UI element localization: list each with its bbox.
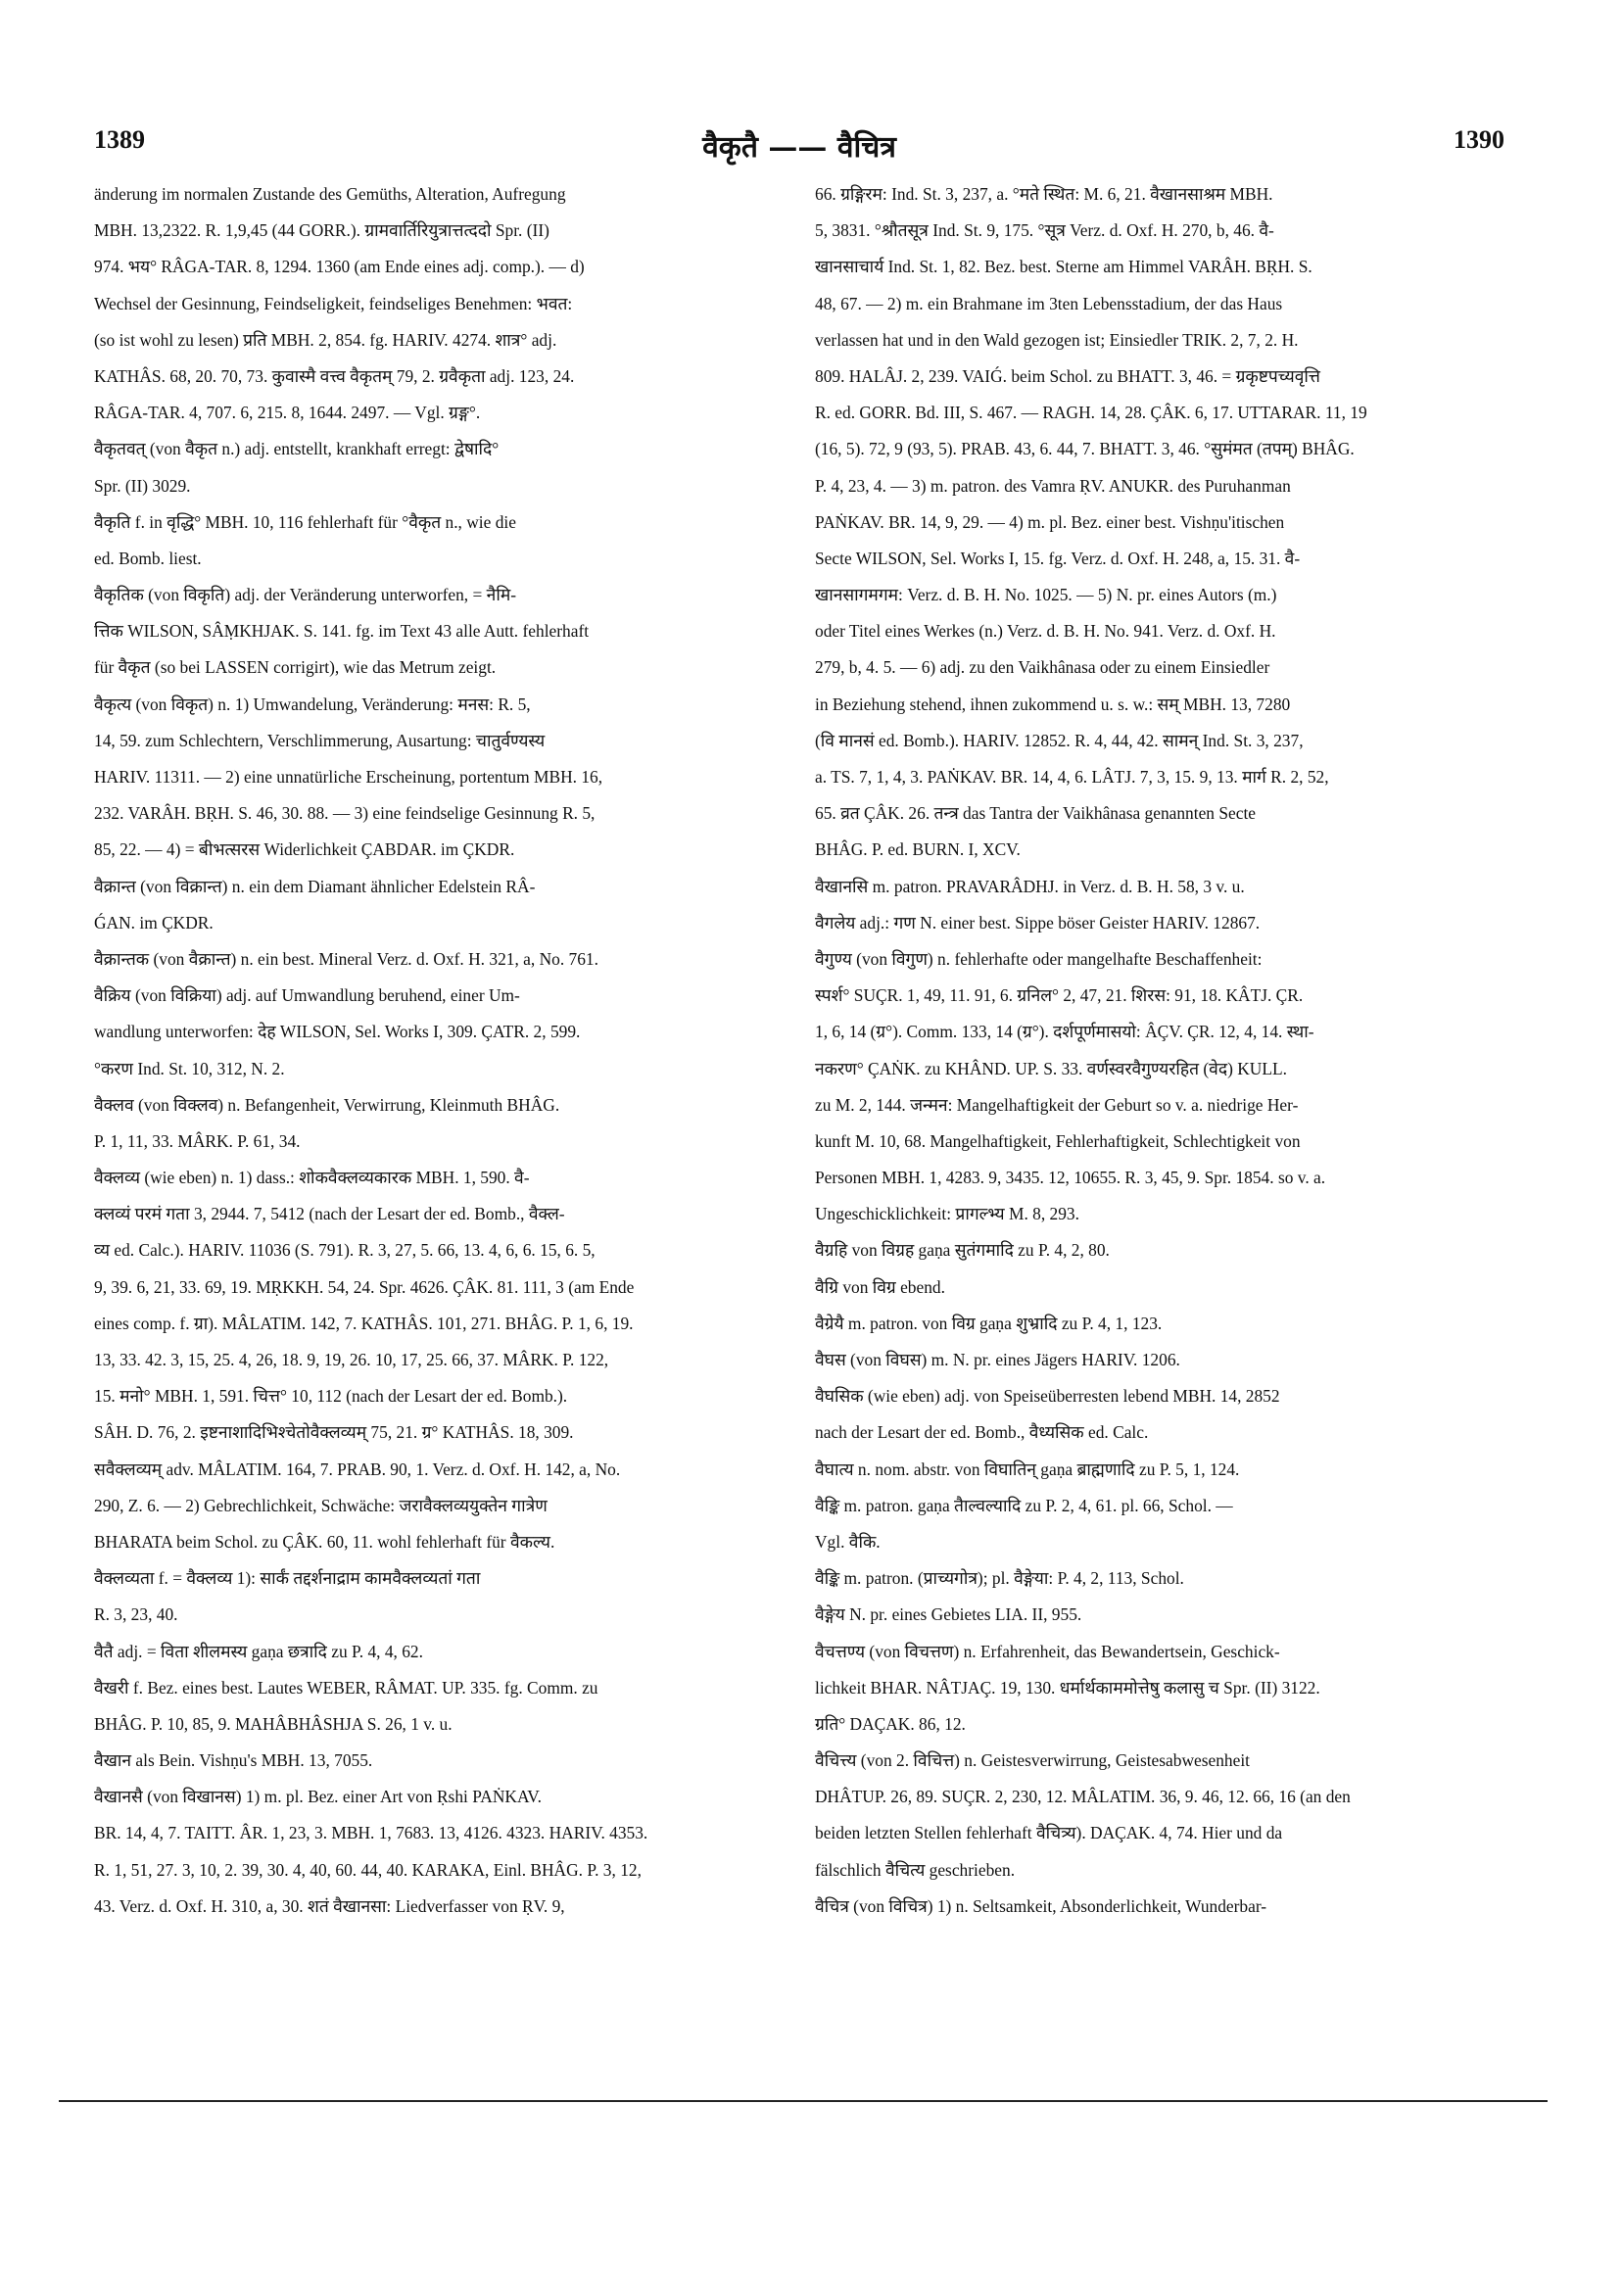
text-line: वैकृतवत् (von वैकृत n.) adj. entstellt, krankhaft erregt: द्वेषादि°: [94, 439, 500, 459]
text-line: nach der Lesart der ed. Bomb., वैध्यसिक ed. Calc.: [815, 1422, 1149, 1443]
text-line: ǴAN. im ÇKDR.: [94, 912, 214, 933]
text-line: वैग्रहि von विग्रह gaṇa सुतंगमादि zu P. 4, 2, 80.: [815, 1240, 1110, 1261]
page-number-right: 1390: [1454, 125, 1504, 154]
text-line: °करण Ind. St. 10, 312, N. 2.: [94, 1058, 285, 1078]
text-line: 65. व्रत ÇÂK. 26. तन्त्र das Tantra der Vaikhânasa genannten Secte: [815, 803, 1257, 824]
text-line: वैघात्य n. nom. abstr. von विघातिन् gaṇa ब्राह्मणादि zu P. 5, 1, 124.: [815, 1459, 1240, 1479]
text-line: वैक्लव्यता f. = वैक्लव्य 1): सार्कं तद्दर्शनाद्राम कामवैक्लव्यतां गता: [94, 1568, 481, 1589]
text-line: वैकृत्य (von विकृत) n. 1) Umwandelung, Veränderung: मनस: R. 5,: [94, 694, 531, 714]
text-line: सवैक्लव्यम् adv. MÂLATIM. 164, 7. PRAB. 90, 1. Verz. d. Oxf. H. 142, a, No.: [94, 1459, 621, 1479]
text-line: RÂGA-TAR. 4, 707. 6, 215. 8, 1644. 2497. — Vgl. ग्रङ्ग°.: [94, 403, 481, 423]
text-line: वैगलेय adj.: गण N. einer best. Sippe böser Geister HARIV. 12867.: [815, 912, 1261, 933]
text-line: वैकृति f. in वृद्धि° MBH. 10, 116 fehlerhaft für °वैकृत n., wie die: [94, 511, 516, 532]
text-line: (वि मानसं ed. Bomb.). HARIV. 12852. R. 4, 44, 42. सामन् Ind. St. 3, 237,: [815, 730, 1304, 750]
text-line: kunft M. 10, 68. Mangelhaftigkeit, Fehlerhaftigkeit, Schlechtigkeit von: [815, 1130, 1301, 1151]
text-line: R. 3, 23, 40.: [94, 1604, 178, 1625]
text-line: नकरण° ÇAṄK. zu KHÂND. UP. S. 33. वर्णस्वरवैगुण्यरहित (वेद) KULL.: [815, 1058, 1287, 1078]
text-line: oder Titel eines Werkes (n.) Verz. d. B. H. No. 941. Verz. d. Oxf. H.: [815, 621, 1276, 642]
text-line: वैचत्तण्य (von विचत्तण) n. Erfahrenheit, das Bewandertsein, Geschick-: [815, 1641, 1280, 1661]
page-number-left: 1389: [94, 125, 145, 154]
text-line: für वैकृत (so bei LASSEN corrigirt), wie das Metrum zeigt.: [94, 657, 497, 678]
text-line: HARIV. 11311. — 2) eine unnatürliche Erscheinung, portentum MBH. 16,: [94, 767, 603, 787]
left-column: [94, 176, 785, 2086]
text-line: Ungeschicklichkeit: प्रागल्भ्य M. 8, 293.: [815, 1204, 1079, 1224]
text-line: वैग्रेयै m. patron. von विग्र gaṇa शुभ्रादि zu P. 4, 1, 123.: [815, 1313, 1163, 1333]
text-line: वैङ्गेय N. pr. eines Gebietes LIA. II, 955.: [815, 1604, 1082, 1625]
text-line: त्तिक WILSON, SÂṂKHJAK. S. 141. fg. im Text 43 alle Autt. fehlerhaft: [94, 621, 590, 642]
text-line: 809. HALÂJ. 2, 239. VAIǴ. beim Schol. zu BHATT. 3, 46. = ग्रकृष्टपच्यवृत्ति: [815, 365, 1320, 386]
text-line: (so ist wohl zu lesen) प्रति MBH. 2, 854. fg. HARIV. 4274. शात्र° adj.: [94, 329, 557, 350]
text-line: वैक्लव (von विक्लव) n. Befangenheit, Verwirrung, Kleinmuth BHÂG.: [94, 1094, 560, 1115]
text-line: ed. Bomb. liest.: [94, 548, 202, 568]
text-line: KATHÂS. 68, 20. 70, 73. कुवास्मै वत्त्व वैकृतम् 79, 2. ग्रवैकृता adj. 123, 24.: [94, 365, 575, 386]
text-line: स्पर्श° SUÇR. 1, 49, 11. 91, 6. ग्रनिल° 2, 47, 21. शिरस: 91, 18. KÂTJ. ÇR.: [815, 985, 1304, 1006]
text-line: SÂH. D. 76, 2. इष्टनाशादिभिश्चेतोवैक्लव्यम् 75, 21. ग्र° KATHÂS. 18, 309.: [94, 1422, 574, 1443]
text-line: व्य ed. Calc.). HARIV. 11036 (S. 791). R. 3, 27, 5. 66, 13. 4, 6, 6. 15, 6. 5,: [94, 1240, 596, 1261]
text-line: वैङ्कि m. patron. gaṇa तैाल्वल्यादि zu P. 2, 4, 61. pl. 66, Schol. —: [815, 1495, 1233, 1515]
text-line: 5, 3831. °श्रौतसूत्र Ind. St. 9, 175. °सूत्र Verz. d. Oxf. H. 270, b, 46. वै-: [815, 220, 1274, 241]
text-line: Vgl. वैकि.: [815, 1531, 881, 1552]
text-line: 974. भय° RÂGA-TAR. 8, 1294. 1360 (am Ende eines adj. comp.). — d): [94, 257, 585, 277]
text-line: वैक्रिय (von विक्रिया) adj. auf Umwandlung beruhend, einer Um-: [94, 985, 520, 1006]
text-line: a. TS. 7, 1, 4, 3. PAṄKAV. BR. 14, 4, 6. LÂTJ. 7, 3, 15. 9, 13. मार्ग R. 2, 52,: [815, 767, 1329, 787]
text-line: eines comp. f. ग्रा). MÂLATIM. 142, 7. KATHÂS. 101, 271. BHÂG. P. 1, 6, 19.: [94, 1313, 634, 1333]
text-line: वैघस (von विघस) m. N. pr. eines Jägers HARIV. 1206.: [815, 1350, 1180, 1369]
text-line: DHÂTUP. 26, 89. SUÇR. 2, 230, 12. MÂLATIM. 36, 9. 46, 12. 66, 16 (an den: [815, 1787, 1351, 1807]
text-line: वैखानसि m. patron. PRAVARÂDHJ. in Verz. d. B. H. 58, 3 v. u.: [815, 876, 1245, 896]
text-line: वैकृतिक (von विकृति) adj. der Veränderung unterworfen, = नैमि-: [94, 585, 517, 605]
text-line: ग्रति° DAÇAK. 86, 12.: [815, 1713, 966, 1734]
bottom-rule: [59, 2100, 1548, 2102]
text-line: Spr. (II) 3029.: [94, 475, 191, 496]
text-line: 14, 59. zum Schlechtern, Verschlimmerung, Ausartung: चातुर्वण्यस्य: [94, 730, 546, 750]
text-line: वैखान als Bein. Vishṇu's MBH. 13, 7055.: [94, 1750, 373, 1771]
text-line: 9, 39. 6, 21, 33. 69, 19. MṚKKH. 54, 24. Spr. 4626. ÇÂK. 81. 111, 3 (am Ende: [94, 1276, 635, 1297]
text-line: वैघसिक (wie eben) adj. von Speiseüberresten lebend MBH. 14, 2852: [815, 1386, 1280, 1407]
text-line: वैगुण्य (von विगुण) n. fehlerhafte oder mangelhafte Beschaffenheit:: [815, 948, 1263, 969]
running-head: वैकृतै —— वैचित्र: [702, 130, 896, 165]
text-line: 1, 6, 14 (ग्र°). Comm. 133, 14 (ग्र°). दर्शपूर्णमासयो: ÂÇV. ÇR. 12, 4, 14. स्था-: [815, 1022, 1314, 1042]
text-line: MBH. 13,2322. R. 1,9,45 (44 GORR.). ग्रामवार्तिरियुत्रात्तत्ददो Spr. (II): [94, 220, 549, 241]
text-line: BR. 14, 4, 7. TAITT. ÂR. 1, 23, 3. MBH. 1, 7683. 13, 4126. 4323. HARIV. 4353.: [94, 1823, 648, 1843]
text-line: BHÂG. P. ed. BURN. I, XCV.: [815, 839, 1021, 860]
text-line: वैखरी f. Bez. eines best. Lautes WEBER, RÂMAT. UP. 335. fg. Comm. zu: [94, 1677, 598, 1698]
text-line: 43. Verz. d. Oxf. H. 310, a, 30. शतं वैखानसा: Liedverfasser von ṚV. 9,: [94, 1895, 565, 1916]
text-line: BHÂG. P. 10, 85, 9. MAHÂBHÂSHJA S. 26, 1 v. u.: [94, 1713, 453, 1734]
text-line: 66. ग्रङ्गिरम: Ind. St. 3, 237, a. °मते स्थित: M. 6, 21. वैखानसाश्रम MBH.: [815, 184, 1273, 204]
page-header: [94, 125, 1504, 168]
text-line: वैचित्त्य (von 2. विचित्त) n. Geistesverwirrung, Geistesabwesenheit: [815, 1750, 1250, 1771]
text-line: क्लव्यं परमं गता 3, 2944. 7, 5412 (nach der Lesart der ed. Bomb., वैक्ल-: [94, 1204, 565, 1224]
text-line: (16, 5). 72, 9 (93, 5). PRAB. 43, 6. 44, 7. BHATT. 3, 46. °सुमंमत (तपम्) BHÂG.: [815, 439, 1355, 459]
text-line: वैक्रान्त (von विक्रान्त) n. ein dem Diamant ähnlicher Edelstein RÂ-: [94, 876, 536, 896]
text-line: खानसाचार्य Ind. St. 1, 82. Bez. best. Sterne am Himmel VARÂH. BṚH. S.: [815, 257, 1312, 277]
text-line: Secte WILSON, Sel. Works I, 15. fg. Verz. d. Oxf. H. 248, a, 15. 31. वै-: [815, 548, 1301, 568]
text-line: Personen MBH. 1, 4283. 9, 3435. 12, 10655. R. 3, 45, 9. Spr. 1854. so v. a.: [815, 1168, 1326, 1188]
text-line: R. 1, 51, 27. 3, 10, 2. 39, 30. 4, 40, 60. 44, 40. KARAKA, Einl. BHÂG. P. 3, 12,: [94, 1859, 642, 1880]
text-line: verlassen hat und in den Wald gezogen ist; Einsiedler TRIK. 2, 7, 2. H.: [815, 329, 1299, 350]
text-line: P. 1, 11, 33. MÂRK. P. 61, 34.: [94, 1130, 301, 1151]
text-line: fälschlich वैचित्य geschrieben.: [815, 1859, 1016, 1880]
text-line: R. ed. GORR. Bd. III, S. 467. — RAGH. 14, 28. ÇÂK. 6, 17. UTTARAR. 11, 19: [815, 403, 1367, 423]
text-line: PAṄKAV. BR. 14, 9, 29. — 4) m. pl. Bez. einer best. Vishṇu'itischen: [815, 511, 1285, 532]
text-line: Wechsel der Gesinnung, Feindseligkeit, feindseliges Benehmen: भवत:: [94, 293, 573, 313]
text-line: वैखानसै (von विखानस) 1) m. pl. Bez. einer Art von Ṛshi PAṄKAV.: [94, 1787, 542, 1807]
text-line: वैक्रान्तक (von वैक्रान्त) n. ein best. Mineral Verz. d. Oxf. H. 321, a, No. 761.: [94, 948, 598, 969]
text-line: वैचित्र (von विचित्र) 1) n. Seltsamkeit, Absonderlichkeit, Wunderbar-: [815, 1895, 1267, 1916]
text-line: P. 4, 23, 4. — 3) m. patron. des Vamra ṚV. ANUKR. des Puruhanman: [815, 475, 1291, 496]
text-line: beiden letzten Stellen fehlerhaft वैचित्र्य). DAÇAK. 4, 74. Hier und da: [815, 1823, 1283, 1843]
text-line: zu M. 2, 144. जन्मन: Mangelhaftigkeit der Geburt so v. a. niedrige Her-: [815, 1094, 1299, 1115]
text-line: 290, Z. 6. — 2) Gebrechlichkeit, Schwäche: जरावैक्लव्ययुक्तेन गात्रेण: [94, 1495, 548, 1515]
text-line: wandlung unterworfen: देह WILSON, Sel. Works I, 309. ÇATR. 2, 599.: [94, 1022, 581, 1042]
text-line: 85, 22. — 4) = बीभत्सरस Widerlichkeit ÇABDAR. im ÇKDR.: [94, 839, 515, 860]
text-line: BHARATA beim Schol. zu ÇÂK. 60, 11. wohl fehlerhaft für वैकल्य.: [94, 1531, 555, 1552]
text-line: 279, b, 4. 5. — 6) adj. zu den Vaikhânasa oder zu einem Einsiedler: [815, 657, 1270, 678]
text-line: lichkeit BHAR. NÂTJAÇ. 19, 130. धर्मार्थकाममोत्तेषु कलासु च Spr. (II) 3122.: [815, 1677, 1320, 1698]
text-line: 15. मनो° MBH. 1, 591. चित्त° 10, 112 (nach der Lesart der ed. Bomb.).: [94, 1386, 568, 1407]
text-line: वैक्लव्य (wie eben) n. 1) dass.: शोकवैक्लव्यकारक MBH. 1, 590. वै-: [94, 1168, 530, 1188]
right-column: [815, 176, 1505, 2086]
text-line: 48, 67. — 2) m. ein Brahmane im 3ten Lebensstadium, der das Haus: [815, 293, 1283, 313]
text-line: वैङ्कि m. patron. (प्राच्यगोत्र); pl. वैङ्गेया: P. 4, 2, 113, Schol.: [815, 1568, 1184, 1589]
text-line: änderung im normalen Zustande des Gemüths, Alteration, Aufregung: [94, 184, 566, 204]
text-line: 13, 33. 42. 3, 15, 25. 4, 26, 18. 9, 19, 26. 10, 17, 25. 66, 37. MÂRK. P. 122,: [94, 1350, 609, 1369]
text-line: वैतै adj. = विता शीलमस्य gaṇa छत्रादि zu P. 4, 4, 62.: [94, 1641, 423, 1661]
text-line: वैग्रि von विग्र ebend.: [815, 1276, 945, 1297]
text-line: in Beziehung stehend, ihnen zukommend u. s. w.: सम् MBH. 13, 7280: [815, 694, 1291, 714]
text-line: 232. VARÂH. BṚH. S. 46, 30. 88. — 3) eine feindselige Gesinnung R. 5,: [94, 803, 596, 824]
text-line: खानसागमगम: Verz. d. B. H. No. 1025. — 5) N. pr. eines Autors (m.): [815, 585, 1277, 605]
